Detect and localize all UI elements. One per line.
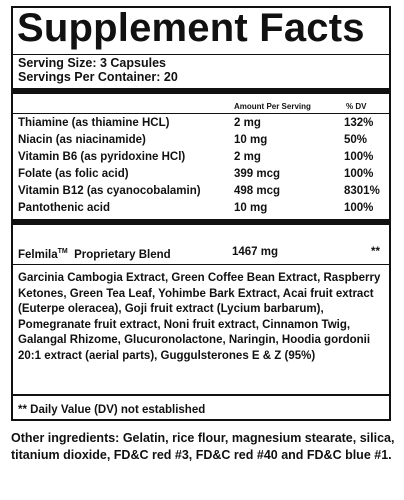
nutrient-row xyxy=(13,184,389,199)
nutrient-amount: 399 mcg xyxy=(234,168,281,180)
divider xyxy=(13,54,389,55)
panel-title: Supplement Facts xyxy=(17,6,365,50)
amount-column-header: Amount Per Serving xyxy=(234,102,311,111)
other-ingredients: Other ingredients: Gelatin, rice flour, magnesium stearate, silica, titanium dioxide, FD&C red #3, FD&C red #40 and FD&C blue #1. xyxy=(11,431,395,462)
servings-per-container: Servings Per Container: 20 xyxy=(18,70,178,84)
divider xyxy=(13,113,389,114)
nutrient-amount: 2 mg xyxy=(234,151,261,163)
proprietary-blend-row xyxy=(13,244,389,260)
nutrient-dv: 100% xyxy=(344,151,374,163)
nutrient-row xyxy=(13,133,389,148)
nutrient-dv: 50% xyxy=(344,134,368,146)
thick-divider xyxy=(13,88,389,94)
nutrient-amount: 2 mg xyxy=(234,117,261,129)
blend-dv: ** xyxy=(371,246,380,258)
supplement-facts-panel xyxy=(11,6,391,421)
serving-size: Serving Size: 3 Capsules xyxy=(18,56,166,70)
divider xyxy=(13,264,389,265)
nutrient-row xyxy=(13,116,389,131)
nutrient-name: Niacin (as niacinamide) xyxy=(18,134,146,146)
thick-divider xyxy=(13,219,389,225)
nutrient-row xyxy=(13,201,389,216)
nutrient-amount: 498 mcg xyxy=(234,185,281,197)
dv-column-header: % DV xyxy=(346,102,367,111)
nutrient-name: Thiamine (as thiamine HCL) xyxy=(18,117,170,129)
divider xyxy=(13,394,389,396)
nutrient-name: Vitamin B6 (as pyridoxine HCl) xyxy=(18,151,186,163)
nutrient-dv: 100% xyxy=(344,168,374,180)
nutrient-name: Pantothenic acid xyxy=(18,202,111,214)
nutrient-dv: 100% xyxy=(344,202,374,214)
nutrient-row xyxy=(13,150,389,165)
blend-ingredients: Garcinia Cambogia Extract, Green Coffee Bean Extract, Raspberry Ketones, Green Tea Leaf, Yohimbe Bark Extract, Acai fruit extract (Euterpe oleracea), Goji fruit extract (Lycium barbarum), Pomegranate fruit extract, Noni fruit extract, Cinnamon Twig, Galangal Rhizome, Glucuronolactone, Naringin, Hoodia gordonii 20:1 extract (aerial parts), Guggulsterones E & Z (95%) xyxy=(18,272,381,362)
blend-amount: 1467 mg xyxy=(232,246,279,258)
nutrient-name: Vitamin B12 (as cyanocobalamin) xyxy=(18,185,201,197)
nutrient-amount: 10 mg xyxy=(234,134,268,146)
trademark-mark: TM xyxy=(57,248,68,255)
nutrient-row xyxy=(13,167,389,182)
nutrient-amount: 10 mg xyxy=(234,202,268,214)
daily-value-footnote: ** Daily Value (DV) not established xyxy=(18,404,206,416)
nutrient-name: Folate (as folic acid) xyxy=(18,168,129,180)
blend-name: Felmila™ Proprietary Blend xyxy=(18,248,171,261)
nutrient-dv: 8301% xyxy=(344,185,380,197)
nutrient-dv: 132% xyxy=(344,117,374,129)
